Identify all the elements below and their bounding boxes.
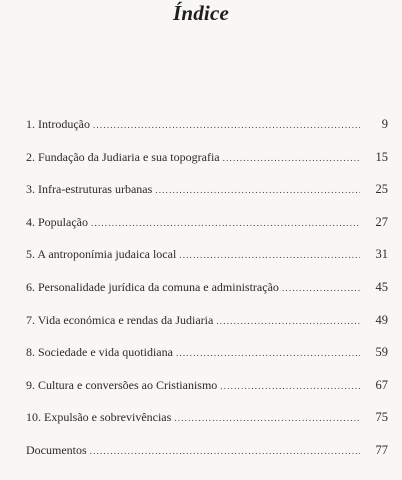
- toc-entry-page-number: 75: [375, 410, 388, 425]
- table-of-contents: [26, 117, 388, 476]
- toc-entry: [26, 215, 388, 248]
- toc-entry-page-number: 59: [375, 345, 388, 360]
- toc-entry-label: 9. Cultura e conversões ao Cristianismo: [26, 377, 218, 392]
- toc-entry: [26, 182, 388, 215]
- toc-entry: [26, 247, 388, 280]
- toc-entry-page-number: 77: [375, 442, 388, 457]
- toc-entry: [26, 378, 388, 411]
- dot-leader: [174, 413, 360, 423]
- toc-entry: [26, 280, 388, 313]
- toc-entry-page-number: 27: [375, 214, 388, 229]
- dot-leader: [91, 218, 360, 228]
- dot-leader: [176, 348, 360, 358]
- toc-entry-page-number: 67: [375, 377, 388, 392]
- toc-entry-label: 1. Introdução: [26, 117, 90, 131]
- toc-entry-page-number: 9: [381, 117, 388, 131]
- toc-entry-page-number: 25: [375, 182, 388, 197]
- toc-entry: [26, 150, 388, 183]
- toc-entry: [26, 345, 388, 378]
- toc-entry-page-number: 45: [375, 279, 388, 294]
- dot-leader: [220, 381, 360, 391]
- toc-entry-label: 8. Sociedade e vida quotidiana: [26, 345, 173, 360]
- dot-leader: [223, 153, 360, 163]
- dot-leader: [216, 316, 360, 326]
- toc-entry-label: Documentos: [26, 442, 87, 457]
- dot-leader: [282, 283, 360, 293]
- dot-leader: [93, 120, 360, 130]
- toc-entry-page-number: 49: [375, 312, 388, 327]
- toc-entry-label: 3. Infra-estruturas urbanas: [26, 182, 153, 197]
- toc-entry: [26, 117, 388, 150]
- toc-entry: [26, 410, 388, 443]
- dot-leader: [155, 185, 360, 195]
- toc-entry-page-number: 31: [375, 247, 388, 262]
- toc-entry-label: 5. A antroponímia judaica local: [26, 247, 177, 262]
- toc-entry-label: 4. População: [26, 214, 88, 229]
- dot-leader: [179, 250, 360, 260]
- toc-entry-label: 7. Vida económica e rendas da Judiaria: [26, 312, 214, 327]
- toc-entry-label: 6. Personalidade jurídica da comuna e administração: [26, 279, 279, 294]
- toc-entry-label: 2. Fundação da Judiaria e sua topografia: [26, 149, 220, 164]
- page-title: Índice: [172, 1, 230, 25]
- toc-entry-label: 10. Expulsão e sobrevivências: [26, 410, 172, 425]
- dot-leader: [90, 446, 360, 456]
- toc-entry-page-number: 15: [375, 149, 388, 164]
- toc-entry: [26, 313, 388, 346]
- toc-entry: [26, 443, 388, 476]
